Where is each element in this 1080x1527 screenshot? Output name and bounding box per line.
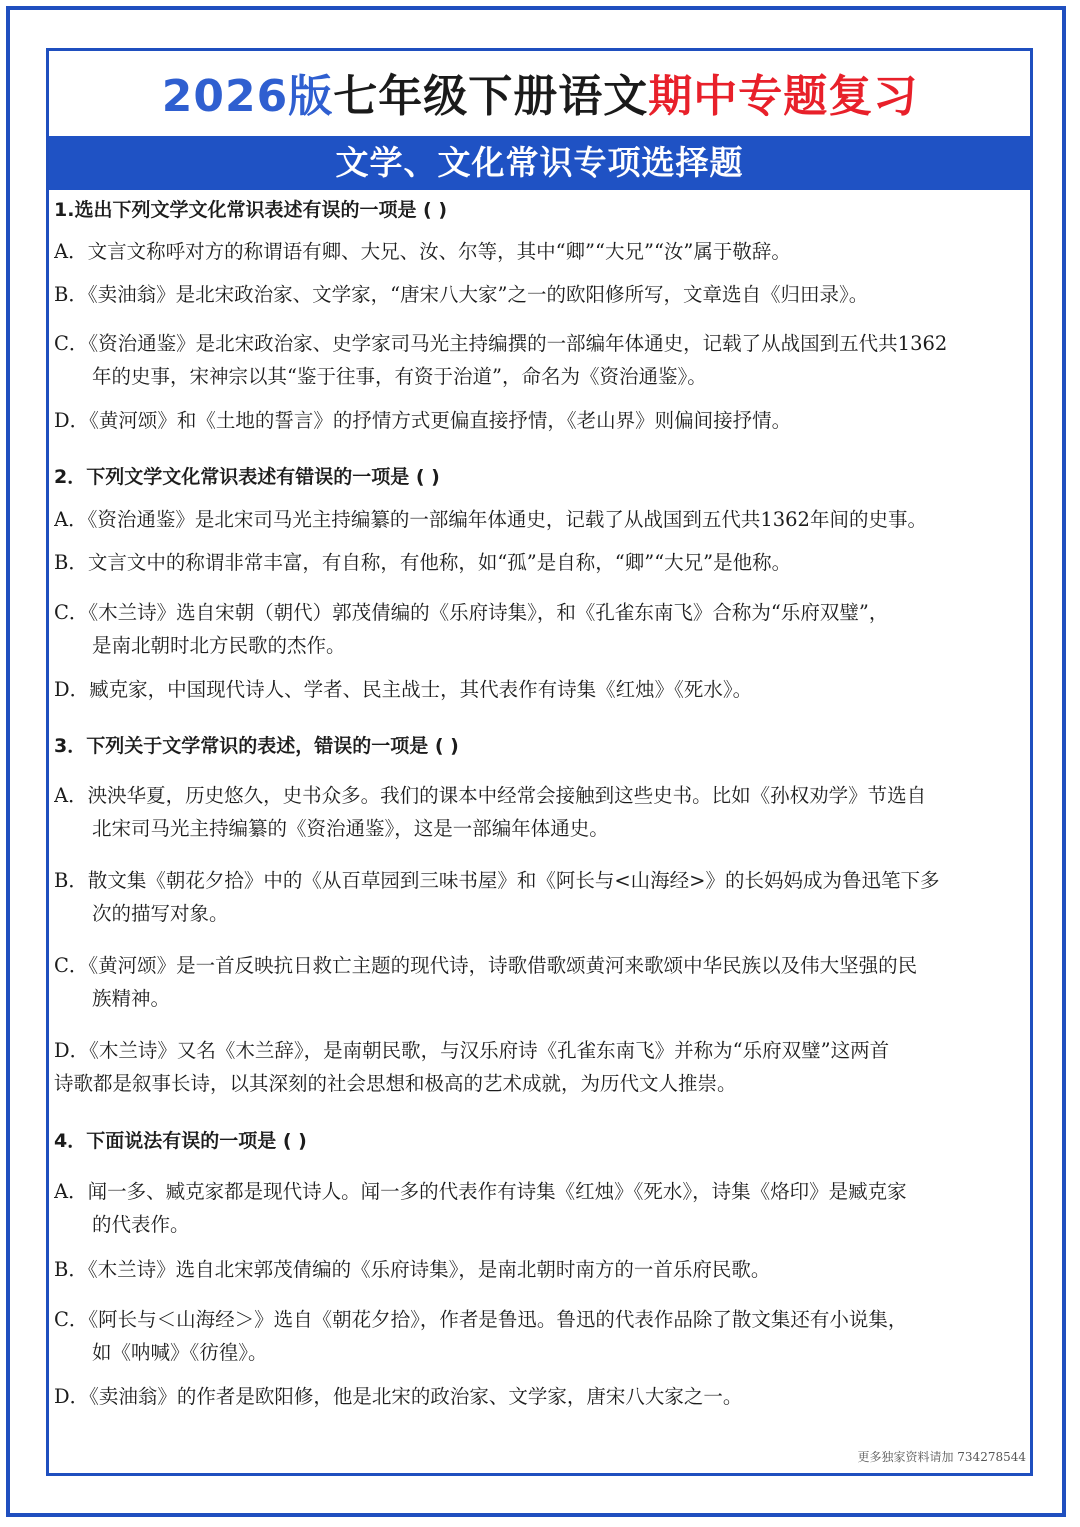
- option-4c: C．《阿长与＜山海经＞》选自《朝花夕拾》，作者是鲁迅。鲁迅的代表作品除了散文集还有小说集，: [54, 1308, 908, 1331]
- option-4a-cont: 的代表作。: [92, 1213, 190, 1236]
- option-1a: A．文言文称呼对方的称谓语有卿、大兄、汝、尔等，其中“卿”“大兄”“汝”属于敬辞。: [54, 240, 791, 263]
- option-4b: B．《木兰诗》选自北宋郭茂倩编的《乐府诗集》，是南北朝时南方的一首乐府民歌。: [54, 1258, 771, 1281]
- option-4d: D．《卖油翁》的作者是欧阳修，他是北宋的政治家、文学家，唐宋八大家之一。: [54, 1385, 743, 1408]
- option-1c: C．《资治通鉴》是北宋政治家、史学家司马光主持编撰的一部编年体通史，记载了从战国到五代共1362: [54, 332, 948, 355]
- option-2a: A．《资治通鉴》是北宋司马光主持编纂的一部编年体通史，记载了从战国到五代共1362年间的史事。: [54, 508, 927, 531]
- option-2c-cont: 是南北朝时北方民歌的杰作。: [92, 634, 346, 657]
- question-3: 3．下列关于文学常识的表述，错误的一项是 ( ): [54, 735, 459, 757]
- section-banner: 文学、文化常识专项选择题: [49, 136, 1030, 190]
- option-3d: D．《木兰诗》又名《木兰辞》，是南朝民歌，与汉乐府诗《孔雀东南飞》并称为“乐府双璧”这两首: [54, 1039, 890, 1062]
- option-3a: A．泱泱华夏，历史悠久，史书众多。我们的课本中经常会接触到这些史书。比如《孙权劝学》节选自: [54, 784, 927, 807]
- option-3c-cont: 族精神。: [92, 987, 171, 1010]
- question-1: 1.选出下列文学文化常识表述有误的一项是 ( ): [54, 199, 448, 221]
- question-4: 4．下面说法有误的一项是 ( ): [54, 1130, 307, 1152]
- option-2b: B．文言文中的称谓非常丰富，有自称，有他称，如“孤”是自称，“卿”“大兄”是他称。: [54, 551, 792, 574]
- footer-note: 更多独家资料请加 734278544: [857, 1450, 1026, 1464]
- option-3c: C．《黄河颂》是一首反映抗日救亡主题的现代诗，诗歌借歌颂黄河来歌颂中华民族以及伟大坚强的民: [54, 954, 918, 977]
- title-year: 2026版: [161, 71, 334, 122]
- option-2c: C．《木兰诗》选自宋朝（朝代）郭茂倩编的《乐府诗集》，和《孔雀东南飞》合称为“乐府双璧”，: [54, 601, 889, 624]
- option-4a: A．闻一多、臧克家都是现代诗人。闻一多的代表作有诗集《红烛》《死水》，诗集《烙印》是臧克家: [54, 1180, 907, 1203]
- option-3d-cont: 诗歌都是叙事长诗，以其深刻的社会思想和极高的艺术成就，为历代文人推崇。: [54, 1072, 737, 1095]
- title-subject: 七年级下册语文: [333, 71, 649, 122]
- option-1d: D．《黄河颂》和《土地的誓言》的抒情方式更偏直接抒情，《老山界》则偏间接抒情。: [54, 409, 792, 432]
- option-1c-cont: 年的史事，宋神宗以其“鉴于往事，有资于治道”，命名为《资治通鉴》。: [92, 365, 707, 388]
- option-3b-cont: 次的描写对象。: [92, 902, 229, 925]
- option-1b: B．《卖油翁》是北宋政治家、文学家，“唐宋八大家”之一的欧阳修所写，文章选自《归田录》。: [54, 283, 869, 306]
- option-3a-cont: 北宋司马光主持编纂的《资治通鉴》，这是一部编年体通史。: [92, 817, 609, 840]
- page-title: [50, 60, 1030, 134]
- question-2: 2．下列文学文化常识表述有错误的一项是 ( ): [54, 466, 440, 488]
- option-3b: B．散文集《朝花夕拾》中的《从百草园到三味书屋》和《阿长与<山海经>》的长妈妈成为鲁迅笔下多: [54, 869, 940, 892]
- title-topic: 期中专题复习: [648, 71, 919, 122]
- option-4c-cont: 如《呐喊》《彷徨》。: [92, 1341, 268, 1364]
- option-2d: D．臧克家，中国现代诗人、学者、民主战士，其代表作有诗集《红烛》《死水》。: [54, 678, 753, 701]
